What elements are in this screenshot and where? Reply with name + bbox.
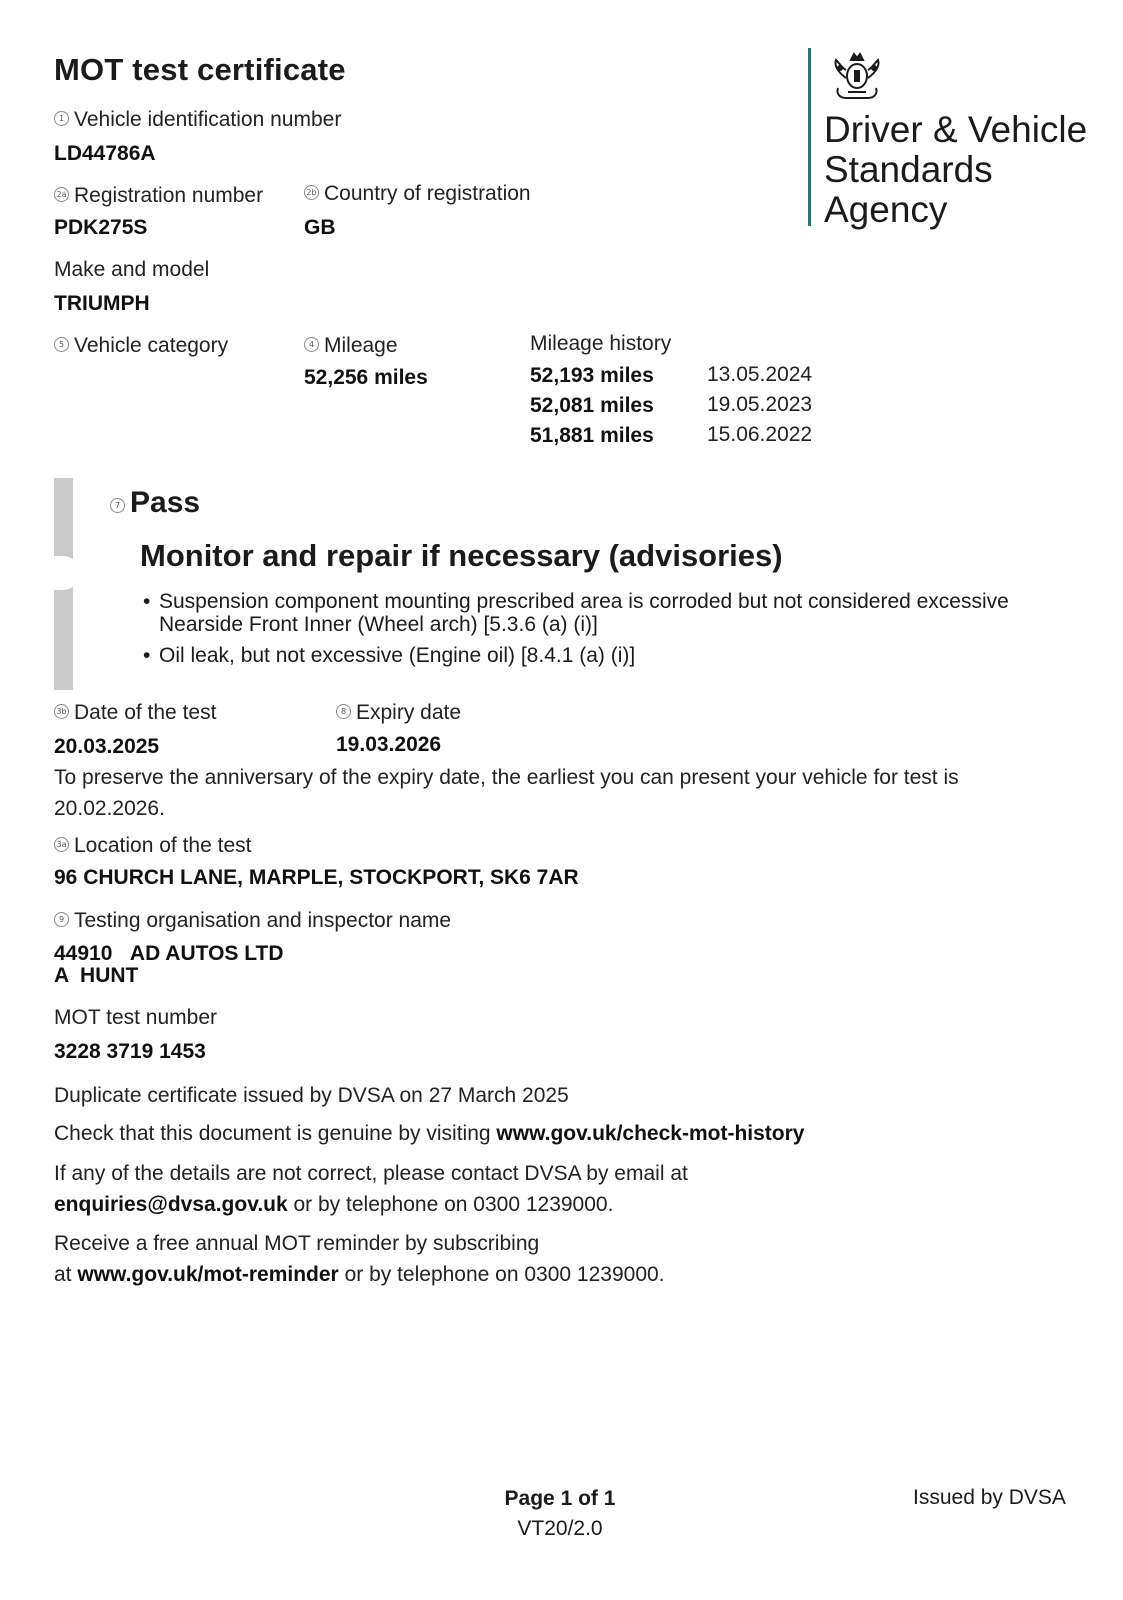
expiry-date-value: 19.03.2026	[336, 733, 442, 756]
mileage-history-date: 15.06.2022	[707, 423, 813, 446]
testing-org-number: 44910	[54, 942, 113, 965]
country-label	[304, 182, 531, 206]
logo-line-2: Standards	[824, 149, 993, 190]
testing-org-name: AD AUTOS LTD	[129, 942, 284, 965]
page-footer	[490, 1487, 630, 1541]
anniversary-note-line: To preserve the anniversary of the expiry date, the earliest you can present your vehicle for test is	[54, 766, 959, 789]
testing-org-label-text: Testing organisation and inspector name	[74, 909, 452, 932]
vin-label	[54, 108, 341, 132]
country-label-text: Country of registration	[324, 182, 531, 205]
mileage-label-text: Mileage	[324, 334, 398, 357]
check-mot-history-link[interactable]: www.gov.uk/check-mot-history	[496, 1122, 805, 1145]
field-number-badge: 2b	[304, 185, 319, 200]
test-number-label: MOT test number	[54, 1006, 217, 1029]
duplicate-note: Duplicate certificate issued by DVSA on 27 March 2025	[54, 1084, 569, 1107]
vin-label-text: Vehicle identification number	[74, 108, 342, 131]
check-genuine-note	[54, 1118, 804, 1149]
registration-value: PDK275S	[54, 216, 148, 239]
mileage-history-date: 13.05.2024	[707, 363, 813, 386]
test-date-label-text: Date of the test	[74, 701, 217, 724]
issued-by: Issued by DVSA	[913, 1486, 1066, 1509]
agency-logo-text	[824, 110, 1087, 230]
field-number-badge: 1	[54, 111, 69, 126]
anniversary-note	[54, 762, 1054, 824]
check-genuine-text: Check that this document is genuine by visiting	[54, 1122, 497, 1145]
logo-accent-bar	[808, 48, 811, 226]
make-model-value: TRIUMPH	[54, 292, 150, 315]
expiry-date-label-text: Expiry date	[356, 701, 462, 724]
result-status	[110, 486, 200, 520]
logo-line-1: Driver & Vehicle	[824, 109, 1088, 150]
mileage-history-miles: 51,881 miles	[530, 424, 654, 447]
testing-org-value	[54, 942, 284, 966]
field-number-badge: 3a	[54, 837, 69, 852]
field-number-badge: 7	[110, 498, 125, 513]
reminder-note	[54, 1228, 665, 1290]
page-title: MOT test certificate	[54, 52, 346, 87]
mileage-history-miles: 52,081 miles	[530, 394, 654, 417]
advisory-item	[143, 590, 1009, 636]
mileage-history-miles: 52,193 miles	[530, 364, 654, 387]
mileage-history-label: Mileage history	[530, 332, 672, 355]
advisories-list	[143, 590, 1009, 675]
logo-line-3: Agency	[824, 189, 948, 230]
reminder-note-line: Receive a free annual MOT reminder by subscribing	[54, 1232, 540, 1255]
field-number-badge: 2a	[54, 187, 69, 202]
advisories-title: Monitor and repair if necessary (advisories)	[140, 538, 783, 573]
advisory-text: • Suspension component mounting prescribed area is corroded but not considered excessive	[159, 590, 1009, 613]
location-label-text: Location of the test	[74, 834, 252, 857]
form-code: VT20/2.0	[517, 1517, 603, 1540]
country-value: GB	[304, 216, 336, 239]
testing-org-label	[54, 909, 451, 933]
vehicle-category-label	[54, 334, 228, 358]
inspector-name: A HUNT	[54, 964, 139, 987]
pass-status: Pass	[130, 486, 201, 519]
field-number-badge: 4	[304, 337, 319, 352]
advisory-text: • Oil leak, but not excessive (Engine oil) [8.4.1 (a) (i)]	[159, 644, 636, 667]
result-side-bar-notch	[54, 556, 80, 590]
mot-reminder-link[interactable]: www.gov.uk/mot-reminder	[77, 1263, 339, 1286]
make-model-label: Make and model	[54, 258, 210, 281]
field-number-badge: 8	[336, 704, 351, 719]
registration-label	[54, 184, 263, 208]
field-number-badge: 3b	[54, 704, 69, 719]
mileage-history-date: 19.05.2023	[707, 393, 813, 416]
contact-note	[54, 1158, 688, 1220]
page-number: Page 1 of 1	[504, 1487, 616, 1510]
royal-coat-of-arms-icon	[826, 48, 888, 106]
contact-phone-text: or by telephone on 0300 1239000.	[287, 1193, 614, 1216]
location-value: 96 CHURCH LANE, MARPLE, STOCKPORT, SK6 7AR	[54, 866, 579, 889]
contact-email-link[interactable]: enquiries@dvsa.gov.uk	[54, 1193, 288, 1216]
anniversary-note-date: 20.02.2026.	[54, 797, 165, 820]
vehicle-category-label-text: Vehicle category	[74, 334, 229, 357]
contact-note-line: If any of the details are not correct, please contact DVSA by email at	[54, 1162, 688, 1185]
reminder-prefix: at	[54, 1263, 78, 1286]
location-label	[54, 834, 251, 858]
registration-label-text: Registration number	[74, 184, 264, 207]
test-date-value: 20.03.2025	[54, 735, 160, 758]
expiry-date-label	[336, 701, 461, 725]
advisory-item	[143, 644, 1009, 667]
reminder-phone-text: or by telephone on 0300 1239000.	[338, 1263, 665, 1286]
mileage-value: 52,256 miles	[304, 366, 428, 389]
field-number-badge: 5	[54, 337, 69, 352]
mileage-label	[304, 334, 398, 358]
field-number-badge: 9	[54, 912, 69, 927]
vin-value: LD44786A	[54, 142, 156, 165]
test-number-value: 3228 3719 1453	[54, 1040, 206, 1063]
advisory-location: Nearside Front Inner (Wheel arch) [5.3.6 (a) (i)]	[159, 613, 598, 636]
test-date-label	[54, 701, 216, 725]
